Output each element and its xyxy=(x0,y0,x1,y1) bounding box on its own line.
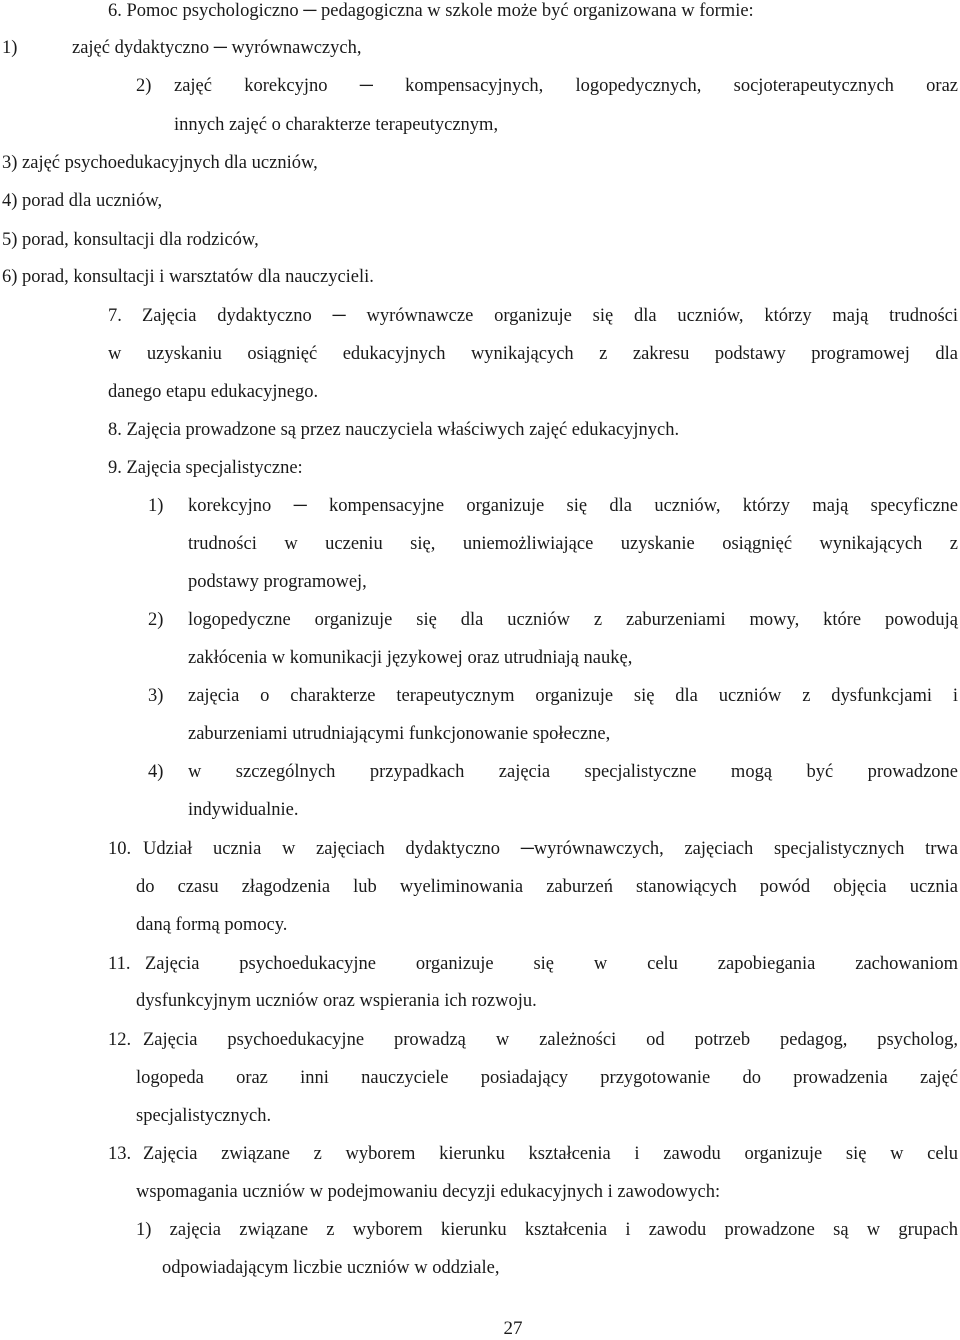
text-line: zajęć dydaktyczno ─ wyrównawczych, xyxy=(72,38,362,58)
text-line: w uzyskaniu osiągnięć edukacyjnych wynikających z zakresu podstawy programowej dla xyxy=(108,344,958,364)
text-line: 4) porad dla uczniów, xyxy=(2,191,163,211)
list-number: 1) xyxy=(148,496,164,516)
text-line: korekcyjno ─ kompensacyjne organizuje się dla uczniów, którzy mają specyficzne xyxy=(188,496,958,516)
text-line: trudności w uczeniu się, uniemożliwiające uzyskanie osiągnięć wynikających z xyxy=(188,534,958,554)
text-line: 9. Zajęcia specjalistyczne: xyxy=(108,458,303,478)
text-line: do czasu złagodzenia lub wyeliminowania zaburzeń stanowiących powód objęcia ucznia xyxy=(136,877,958,897)
text-line: odpowiadającym liczbie uczniów w oddziale, xyxy=(162,1258,500,1278)
text-line: logopeda oraz inni nauczyciele posiadający przygotowanie do prowadzenia zajęć xyxy=(136,1068,958,1088)
text-line: 6) porad, konsultacji i warsztatów dla nauczycieli. xyxy=(2,267,374,287)
text-line: Zajęcia związane z wyborem kierunku kształcenia i zawodu organizuje się w celu xyxy=(143,1144,958,1164)
text-line: podstawy programowej, xyxy=(188,572,367,592)
text-line: 6. Pomoc psychologiczno ─ pedagogiczna w szkole może być organizowana w formie: xyxy=(108,1,754,21)
list-number: 12. xyxy=(108,1030,132,1050)
list-number: 7. xyxy=(108,306,122,326)
text-line: Zajęcia psychoedukacyjne organizuje się w celu zapobiegania zachowaniom xyxy=(145,954,958,974)
text-line: logopedyczne organizuje się dla uczniów z zaburzeniami mowy, które powodują xyxy=(188,610,958,630)
text-line: dysfunkcyjnym uczniów oraz wspierania ich rozwoju. xyxy=(136,991,537,1011)
text-line: daną formą pomocy. xyxy=(136,915,288,935)
text-line: specjalistycznych. xyxy=(136,1106,272,1126)
text-line: zakłócenia w komunikacji językowej oraz utrudniają naukę, xyxy=(188,648,633,668)
list-number: 2) xyxy=(148,610,164,630)
text-line: Zajęcia psychoedukacyjne prowadzą w zależności od potrzeb pedagog, psycholog, xyxy=(143,1030,958,1050)
list-number: 3) xyxy=(148,686,164,706)
text-line: 1) zajęcia związane z wyborem kierunku kształcenia i zawodu prowadzone są w grupach xyxy=(136,1220,958,1240)
text-line: wspomagania uczniów w podejmowaniu decyzji edukacyjnych i zawodowych: xyxy=(136,1182,721,1202)
list-number: 11. xyxy=(108,954,131,974)
text-line: zajęcia o charakterze terapeutycznym organizuje się dla uczniów z dysfunkcjami i xyxy=(188,686,958,706)
text-line: Udział ucznia w zajęciach dydaktyczno ─wyrównawczych, zajęciach specjalistycznych trwa xyxy=(143,839,958,859)
text-line: zaburzeniami utrudniającymi funkcjonowanie społeczne, xyxy=(188,724,611,744)
text-line: danego etapu edukacyjnego. xyxy=(108,382,319,402)
text-line: innych zajęć o charakterze terapeutycznym, xyxy=(174,115,499,135)
list-number: 2) xyxy=(136,76,152,96)
text-line: 3) zajęć psychoedukacyjnych dla uczniów, xyxy=(2,153,318,173)
text-line: zajęć korekcyjno ─ kompensacyjnych, logopedycznych, socjoterapeutycznych oraz xyxy=(174,76,958,96)
list-number: 1) xyxy=(2,38,18,58)
page-number: 27 xyxy=(503,1318,523,1339)
text-line: w szczególnych przypadkach zajęcia specjalistyczne mogą być prowadzone xyxy=(188,762,958,782)
text-line: indywidualnie. xyxy=(188,800,299,820)
text-line: 8. Zajęcia prowadzone są przez nauczyciela właściwych zajęć edukacyjnych. xyxy=(108,420,680,440)
text-line: 5) porad, konsultacji dla rodziców, xyxy=(2,230,259,250)
list-number: 4) xyxy=(148,762,164,782)
text-line: Zajęcia dydaktyczno ─ wyrównawcze organizuje się dla uczniów, którzy mają trudności xyxy=(142,306,958,326)
list-number: 10. xyxy=(108,839,132,859)
list-number: 13. xyxy=(108,1144,132,1164)
